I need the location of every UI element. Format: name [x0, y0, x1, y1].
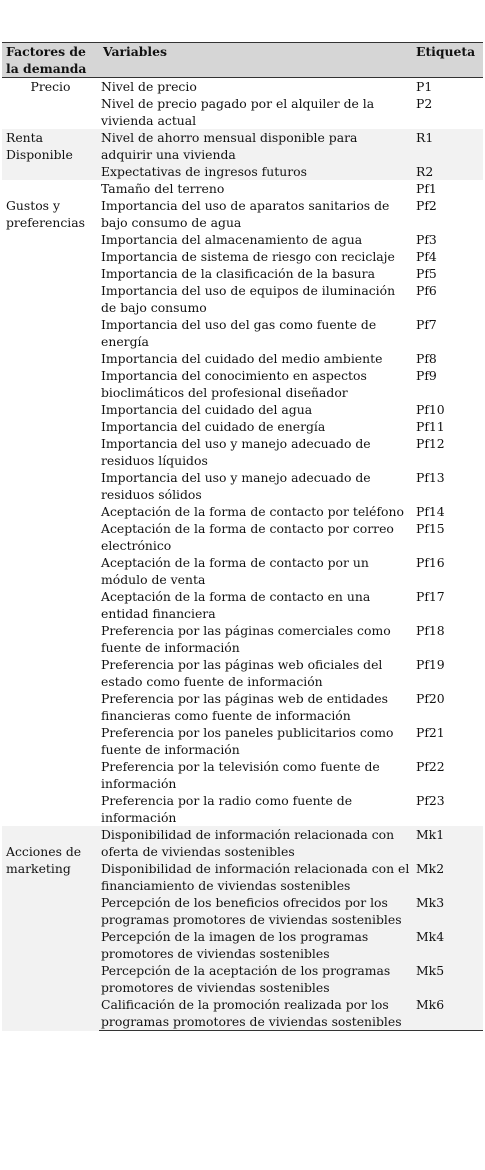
label-cell: Pf11	[412, 418, 483, 435]
variable-cell: Percepción de los beneficios ofrecidos por los programas promotores de viviendas sostenibles	[99, 894, 412, 928]
header-label: Etiqueta	[412, 43, 483, 78]
factor-cell: Precio	[2, 78, 99, 130]
label-cell: Mk5	[412, 962, 483, 996]
variable-cell: Disponibilidad de información relacionada con el financiamiento de viviendas sostenibles	[99, 860, 412, 894]
label-cell: Pf7	[412, 316, 483, 350]
variable-cell: Importancia del cuidado del medio ambiente	[99, 350, 412, 367]
table-row	[2, 129, 483, 163]
variable-cell: Importancia del uso de equipos de iluminación de bajo consumo	[99, 282, 412, 316]
variable-cell: Importancia del cuidado de energía	[99, 418, 412, 435]
variable-cell: Nivel de precio pagado por el alquiler de la vivienda actual	[99, 95, 412, 129]
factor-cell: Renta Disponible	[2, 129, 99, 180]
variable-cell: Importancia del uso y manejo adecuado de residuos sólidos	[99, 469, 412, 503]
variable-cell: Percepción de la aceptación de los programas promotores de viviendas sostenibles	[99, 962, 412, 996]
variable-cell: Importancia del uso y manejo adecuado de residuos líquidos	[99, 435, 412, 469]
variable-cell: Calificación de la promoción realizada por los programas promotores de viviendas sostenibles	[99, 996, 412, 1031]
variable-cell: Preferencia por los paneles publicitarios como fuente de información	[99, 724, 412, 758]
label-cell: Mk3	[412, 894, 483, 928]
variable-cell: Importancia del uso de aparatos sanitarios de bajo consumo de agua	[99, 197, 412, 231]
variable-cell: Aceptación de la forma de contacto por teléfono	[99, 503, 412, 520]
label-cell: Pf23	[412, 792, 483, 826]
label-cell: Pf13	[412, 469, 483, 503]
variable-cell: Nivel de ahorro mensual disponible para adquirir una vivienda	[99, 129, 412, 163]
table-row	[2, 78, 483, 96]
label-cell: Pf9	[412, 367, 483, 401]
label-cell: Mk2	[412, 860, 483, 894]
label-cell: Pf10	[412, 401, 483, 418]
variable-cell: Disponibilidad de información relacionada con oferta de viviendas sostenibles	[99, 826, 412, 860]
table-body	[2, 78, 483, 1031]
table-header-row	[2, 43, 483, 78]
label-cell: Pf3	[412, 231, 483, 248]
variable-cell: Importancia del cuidado del agua	[99, 401, 412, 418]
label-cell: Mk6	[412, 996, 483, 1031]
label-cell: Pf2	[412, 197, 483, 231]
variable-cell: Aceptación de la forma de contacto por un módulo de venta	[99, 554, 412, 588]
label-cell: Mk1	[412, 826, 483, 860]
label-cell: R1	[412, 129, 483, 163]
variable-cell: Importancia del uso del gas como fuente de energía	[99, 316, 412, 350]
variable-cell: Preferencia por la televisión como fuente de información	[99, 758, 412, 792]
header-variable: Variables	[99, 43, 412, 78]
label-cell: R2	[412, 163, 483, 180]
variable-cell: Preferencia por las páginas comerciales como fuente de información	[99, 622, 412, 656]
demand-factors-table	[2, 42, 483, 1031]
variable-cell: Nivel de precio	[99, 78, 412, 96]
factor-cell: Gustos y preferencias	[2, 180, 99, 826]
variable-cell: Aceptación de la forma de contacto en una entidad financiera	[99, 588, 412, 622]
table-row	[2, 180, 483, 197]
label-cell: Pf15	[412, 520, 483, 554]
label-cell: P1	[412, 78, 483, 96]
label-cell: Pf18	[412, 622, 483, 656]
variable-cell: Importancia del conocimiento en aspectos bioclimáticos del profesional diseñador	[99, 367, 412, 401]
variable-cell: Aceptación de la forma de contacto por correo electrónico	[99, 520, 412, 554]
label-cell: Pf19	[412, 656, 483, 690]
label-cell: Mk4	[412, 928, 483, 962]
label-cell: Pf14	[412, 503, 483, 520]
factor-cell: Acciones de marketing	[2, 826, 99, 1031]
variable-cell: Tamaño del terreno	[99, 180, 412, 197]
variable-cell: Importancia de sistema de riesgo con reciclaje	[99, 248, 412, 265]
variable-cell: Percepción de la imagen de los programas promotores de viviendas sostenibles	[99, 928, 412, 962]
variable-cell: Importancia del almacenamiento de agua	[99, 231, 412, 248]
label-cell: Pf22	[412, 758, 483, 792]
label-cell: Pf1	[412, 180, 483, 197]
variable-cell: Importancia de la clasificación de la basura	[99, 265, 412, 282]
label-cell: Pf5	[412, 265, 483, 282]
variable-cell: Preferencia por la radio como fuente de información	[99, 792, 412, 826]
label-cell: Pf6	[412, 282, 483, 316]
header-factor: Factores de la demanda	[2, 43, 99, 78]
variable-cell: Preferencia por las páginas web de entidades financieras como fuente de información	[99, 690, 412, 724]
table-row	[2, 826, 483, 860]
label-cell: Pf16	[412, 554, 483, 588]
label-cell: Pf8	[412, 350, 483, 367]
label-cell: Pf4	[412, 248, 483, 265]
variable-cell: Preferencia por las páginas web oficiales del estado como fuente de información	[99, 656, 412, 690]
variable-cell: Expectativas de ingresos futuros	[99, 163, 412, 180]
label-cell: Pf12	[412, 435, 483, 469]
label-cell: P2	[412, 95, 483, 129]
label-cell: Pf21	[412, 724, 483, 758]
label-cell: Pf17	[412, 588, 483, 622]
label-cell: Pf20	[412, 690, 483, 724]
